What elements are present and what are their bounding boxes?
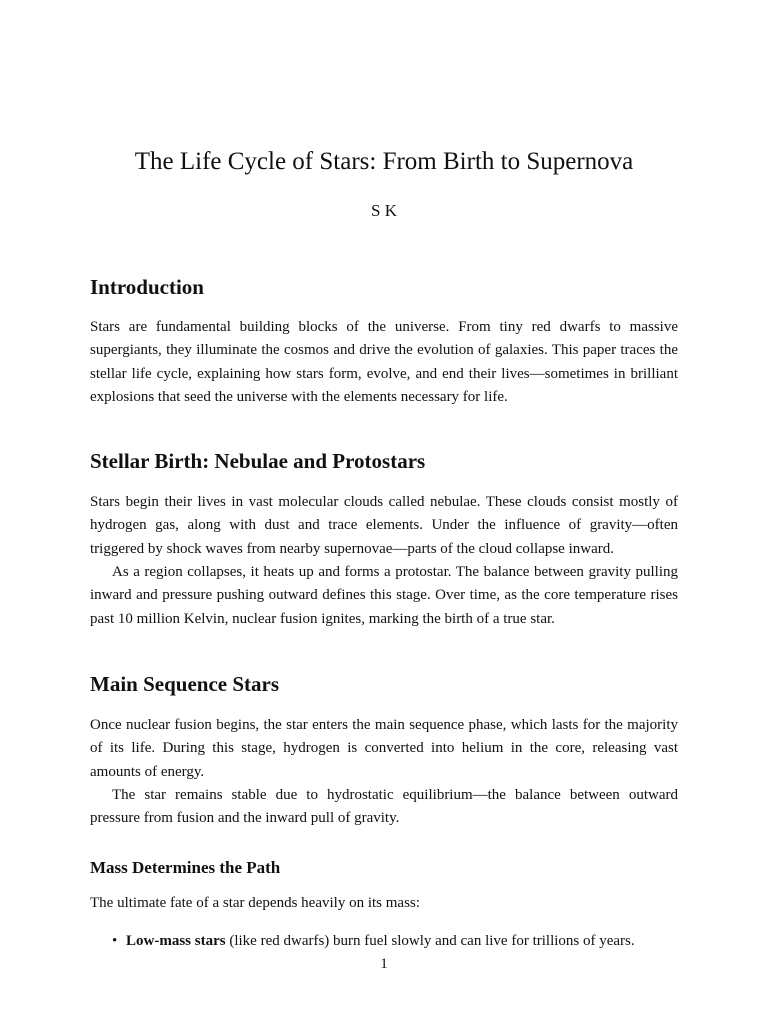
section-heading: Introduction (90, 275, 204, 299)
paragraph: The star remains stable due to hydrostatic equilibrium—the balance between outward pressure from fusion and the inward pull of gravity. (90, 786, 678, 827)
bullet-list (90, 930, 678, 953)
list-item-bold: Low-mass stars (126, 932, 226, 949)
section-stellar-birth (90, 446, 678, 631)
paragraph: Stars begin their lives in vast molecular clouds called nebulae. These clouds consist mostly of hydrogen gas, along with dust and trace elements. Under the influence of gravity—often triggered by shock waves from nearby supernovae—parts of the cloud collapse inward. (90, 494, 678, 557)
bullet-icon: • (112, 932, 118, 949)
subsection-heading: Mass Determines the Path (90, 858, 281, 878)
section-main-sequence (90, 669, 678, 830)
paragraph: Stars are fundamental building blocks of the universe. From tiny red dwarfs to massive supergiants, they illuminate the cosmos and drive the evolution of galaxies. This paper traces the stellar life cycle, explaining how stars form, evolve, and end their lives—sometimes in brilliant explosions that seed the universe with the elements necessary for life. (90, 319, 678, 405)
section-heading: Stellar Birth: Nebulae and Protostars (90, 449, 426, 474)
section-heading: Main Sequence Stars (90, 671, 279, 696)
paper-title: The Life Cycle of Stars: From Birth to Supernova (134, 148, 634, 175)
paragraph: As a region collapses, it heats up and forms a protostar. The balance between gravity pulling inward and pressure pushing outward defines this stage. Over time, as the core temperature rises past 10 million Kelvin, nuclear fusion ignites, marking the birth of a true star. (90, 564, 678, 627)
paragraph: Once nuclear fusion begins, the star enters the main sequence phase, which lasts for the majority of its life. During this stage, hydrogen is converted into helium in the core, releasing vast amounts of energy. (90, 716, 678, 780)
paper-body (90, 272, 678, 953)
page-number: 1 (380, 956, 388, 972)
section-introduction (90, 272, 678, 409)
list-item-text: (like red dwarfs) burn fuel slowly and can live for trillions of years. (225, 932, 635, 949)
subsection-mass-path (90, 856, 678, 952)
paragraph: The ultimate fate of a star depends heavily on its mass: (90, 895, 420, 912)
author-name: S K (371, 201, 397, 220)
list-item (90, 930, 678, 953)
